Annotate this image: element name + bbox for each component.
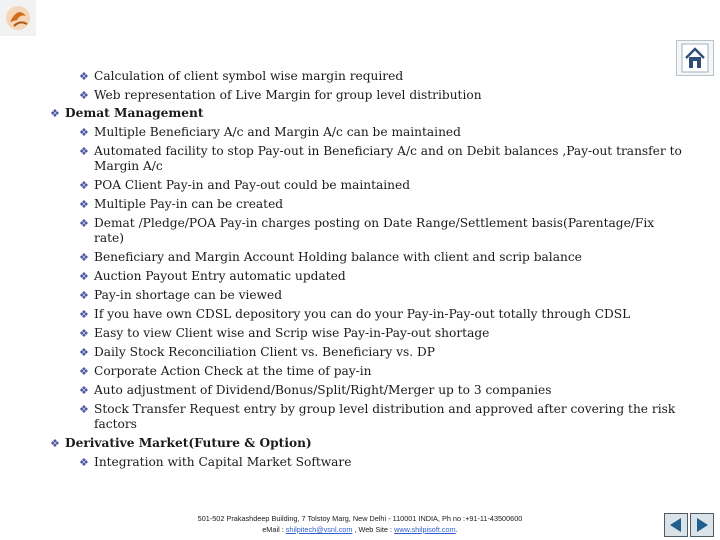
diamond-bullet-icon: ❖: [79, 365, 89, 378]
diamond-bullet-icon: ❖: [50, 107, 60, 120]
diamond-bullet-icon: ❖: [79, 346, 89, 359]
diamond-bullet-icon: ❖: [50, 437, 60, 450]
diamond-bullet-icon: ❖: [79, 456, 89, 469]
next-arrow-icon: [691, 514, 713, 536]
email-link[interactable]: shilpitech@vsnl.com: [285, 525, 353, 534]
list-item: ❖ Calculation of client symbol wise margin required: [79, 69, 404, 83]
website-link[interactable]: www.shilpisoft.com: [394, 525, 456, 534]
list-item: ❖ Pay-in shortage can be viewed: [79, 288, 283, 302]
list-item: ❖ Auto adjustment of Dividend/Bonus/Split/Right/Merger up to 3 companies: [79, 383, 552, 397]
list-item: ❖ Multiple Beneficiary A/c and Margin A/c can be maintained: [79, 125, 461, 139]
bullet-content: [0, 68, 720, 470]
diamond-bullet-icon: ❖: [79, 126, 89, 139]
list-item: ❖ Corporate Action Check at the time of pay-in: [79, 364, 372, 378]
list-item: ❖ Web representation of Live Margin for group level distribution: [79, 88, 482, 102]
section-heading: ❖ Derivative Market(Future & Option): [50, 436, 312, 450]
diamond-bullet-icon: ❖: [79, 384, 89, 397]
footer: [0, 513, 720, 535]
list-item: ❖ Auction Payout Entry automatic updated: [79, 269, 346, 283]
list-item: ❖ Beneficiary and Margin Account Holding balance with client and scrip balance: [79, 250, 582, 264]
diamond-bullet-icon: ❖: [79, 217, 89, 230]
diamond-bullet-icon: ❖: [79, 145, 89, 158]
footer-address: 501-502 Prakashdeep Building, 7 Tolstoy Marg, New Delhi - 110001 INDIA, Ph no :+91-11-43500600: [197, 514, 523, 523]
diamond-bullet-icon: ❖: [79, 179, 89, 192]
website-label: , Web Site :: [354, 525, 393, 534]
previous-slide-button[interactable]: [664, 513, 688, 537]
email-label: eMail :: [262, 525, 284, 534]
list-item: ❖ POA Client Pay-in and Pay-out could be maintained: [79, 178, 411, 192]
diamond-bullet-icon: ❖: [79, 198, 89, 211]
list-item: ❖ Integration with Capital Market Software: [79, 455, 352, 469]
list-item: ❖ Demat /Pledge/POA Pay-in charges posting on Date Range/Settlement basis(Parentage/Fix rate): [79, 216, 655, 245]
diamond-bullet-icon: ❖: [79, 70, 89, 83]
diamond-bullet-icon: ❖: [79, 270, 89, 283]
footer-contact: eMail : shilpitech@vsnl.com , Web Site : www.shilpisoft.com.: [262, 525, 458, 534]
list-item: ❖ Stock Transfer Request entry by group level distribution and approved after covering the risk factors: [79, 402, 676, 431]
diamond-bullet-icon: ❖: [79, 251, 89, 264]
company-logo: [0, 0, 36, 36]
list-item: ❖ Automated facility to stop Pay-out in Beneficiary A/c and on Debit balances ,Pay-out transfer to Margin A/c: [79, 144, 682, 173]
previous-arrow-icon: [665, 514, 687, 536]
list-item: ❖ Daily Stock Reconciliation Client vs. Beneficiary vs. DP: [79, 345, 435, 359]
section-heading: ❖ Demat Management: [50, 106, 204, 120]
diamond-bullet-icon: ❖: [79, 327, 89, 340]
list-item: ❖ Multiple Pay-in can be created: [79, 197, 284, 211]
list-item: ❖ Easy to view Client wise and Scrip wise Pay-in-Pay-out shortage: [79, 326, 490, 340]
next-slide-button[interactable]: [690, 513, 714, 537]
list-item: ❖ If you have own CDSL depository you can do your Pay-in-Pay-out totally through CDSL: [79, 307, 631, 321]
diamond-bullet-icon: ❖: [79, 89, 89, 102]
diamond-bullet-icon: ❖: [79, 403, 89, 416]
diamond-bullet-icon: ❖: [79, 308, 89, 321]
diamond-bullet-icon: ❖: [79, 289, 89, 302]
